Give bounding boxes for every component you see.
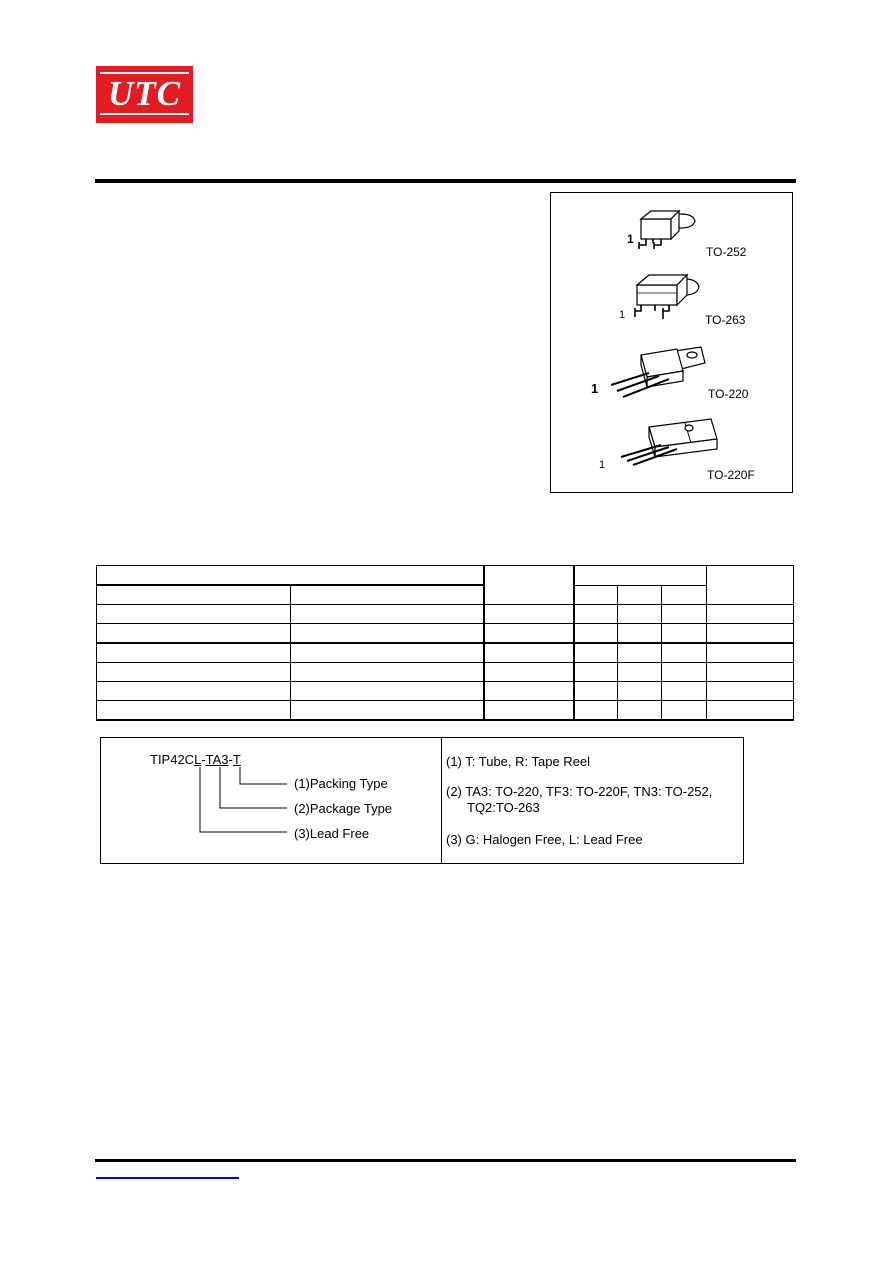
to-220f-package-icon [609,415,719,471]
to-220-label: TO-220 [708,387,749,401]
ordering-info-table [96,565,794,721]
table-header-cell [291,585,484,605]
to-263-package-icon [627,271,707,321]
part-number-separator: - [228,752,233,767]
to-252-pin1-label: 1 [627,232,634,246]
to-220f-label: TO-220F [707,468,755,482]
table-header-cell [707,566,794,605]
part-number-lead-free: L [194,752,202,767]
to-252-package-icon [623,205,703,251]
footer-link[interactable] [96,1177,239,1179]
to-263-label: TO-263 [705,313,746,327]
to-220f-pin1-label: 1 [599,459,606,471]
part-number-prefix: TIP42C [150,752,195,767]
utc-logo-text: UTC [108,74,181,113]
note-package-line1: (2) TA3: TO-220, TF3: TO-220F, TN3: TO-252, [446,784,713,799]
table-header-row [97,566,794,586]
legend-lead-free: (3)Lead Free [294,826,370,841]
to-252-label: TO-252 [706,245,747,259]
package-outline-box [550,192,793,493]
table-row [97,605,794,624]
utc-logo-band [100,72,189,115]
table-row [97,624,794,644]
table-row [97,701,794,721]
part-number-separator: - [201,752,206,767]
table-header-cell [484,566,574,605]
table-row [97,682,794,701]
to-220-package-icon [605,343,715,403]
note-lead-free: (3) G: Halogen Free, L: Lead Free [446,832,643,847]
table-row [97,643,794,663]
table-header-cell [574,585,618,605]
note-packing: (1) T: Tube, R: Tape Reel [446,754,591,769]
utc-logo [96,66,193,123]
table-header-row [97,585,794,605]
table-header-cell [618,585,662,605]
legend-package-type: (2)Package Type [294,801,393,816]
table-header-cell [662,585,707,605]
part-number-packing: T [232,752,241,767]
legend-packing-type: (1)Packing Type [294,776,388,791]
table-row [97,663,794,682]
header-rule [95,179,796,183]
table-header-cell [574,566,707,586]
part-number-code-box [100,737,744,864]
table-header-cell [97,585,291,605]
code-box-divider [441,738,442,863]
note-package-line2: TQ2:TO-263 [467,800,540,815]
table-header-cell [97,566,484,586]
footer-rule [95,1159,796,1162]
to-220-pin1-label: 1 [591,381,599,396]
part-number-package: TA3 [205,752,229,767]
to-263-pin1-label: 1 [619,309,626,321]
